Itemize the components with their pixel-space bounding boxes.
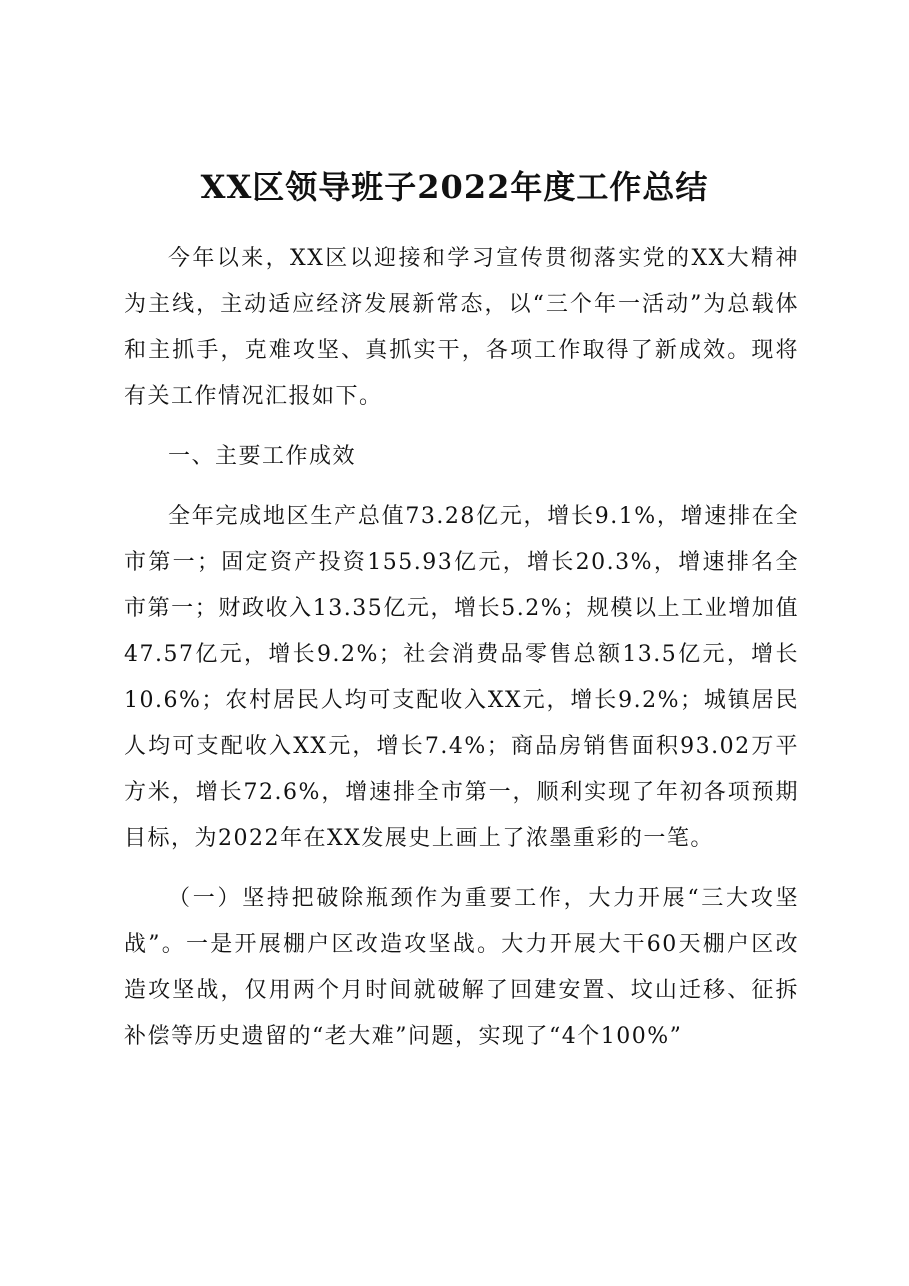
document-body — [124, 236, 799, 1060]
intro-paragraph: 今年以来，XX区以迎接和学习宣传贯彻落实党的XX大精神为主线，主动适应经济发展新常态，以“三个年一活动”为总载体和主抓手，克难攻坚、真抓实干，各项工作取得了新成效。现将有关工作情况汇报如下。 — [124, 246, 799, 409]
section-heading: 一、主要工作成效 — [168, 444, 357, 469]
subsection-paragraph: （一）坚持把破除瓶颈作为重要工作，大力开展“三大攻坚战”。一是开展棚户区改造攻坚战。大力开展大干60天棚户区改造攻坚战，仅用两个月时间就破解了回建安置、坟山迁移、征拆补偿等历史遗留的“老大难”问题，实现了“4个100%” — [124, 886, 799, 1049]
document-title: XX区领导班子2022年度工作总结 — [200, 168, 709, 206]
results-paragraph: 全年完成地区生产总值73.28亿元，增长9.1%，增速排在全市第一；固定资产投资155.93亿元，增长20.3%，增速排名全市第一；财政收入13.35亿元，增长5.2%；规模以上工业增加值47.57亿元，增长9.2%；社会消费品零售总额13.5亿元，增长10.6%；农村居民人均可支配收入XX元，增长9.2%；城镇居民人均可支配收入XX元，增长7.4%；商品房销售面积93.02万平方米，增长72.6%，增速排全市第一，顺利实现了年初各项预期目标，为2022年在XX发展史上画上了浓墨重彩的一笔。 — [124, 504, 799, 851]
